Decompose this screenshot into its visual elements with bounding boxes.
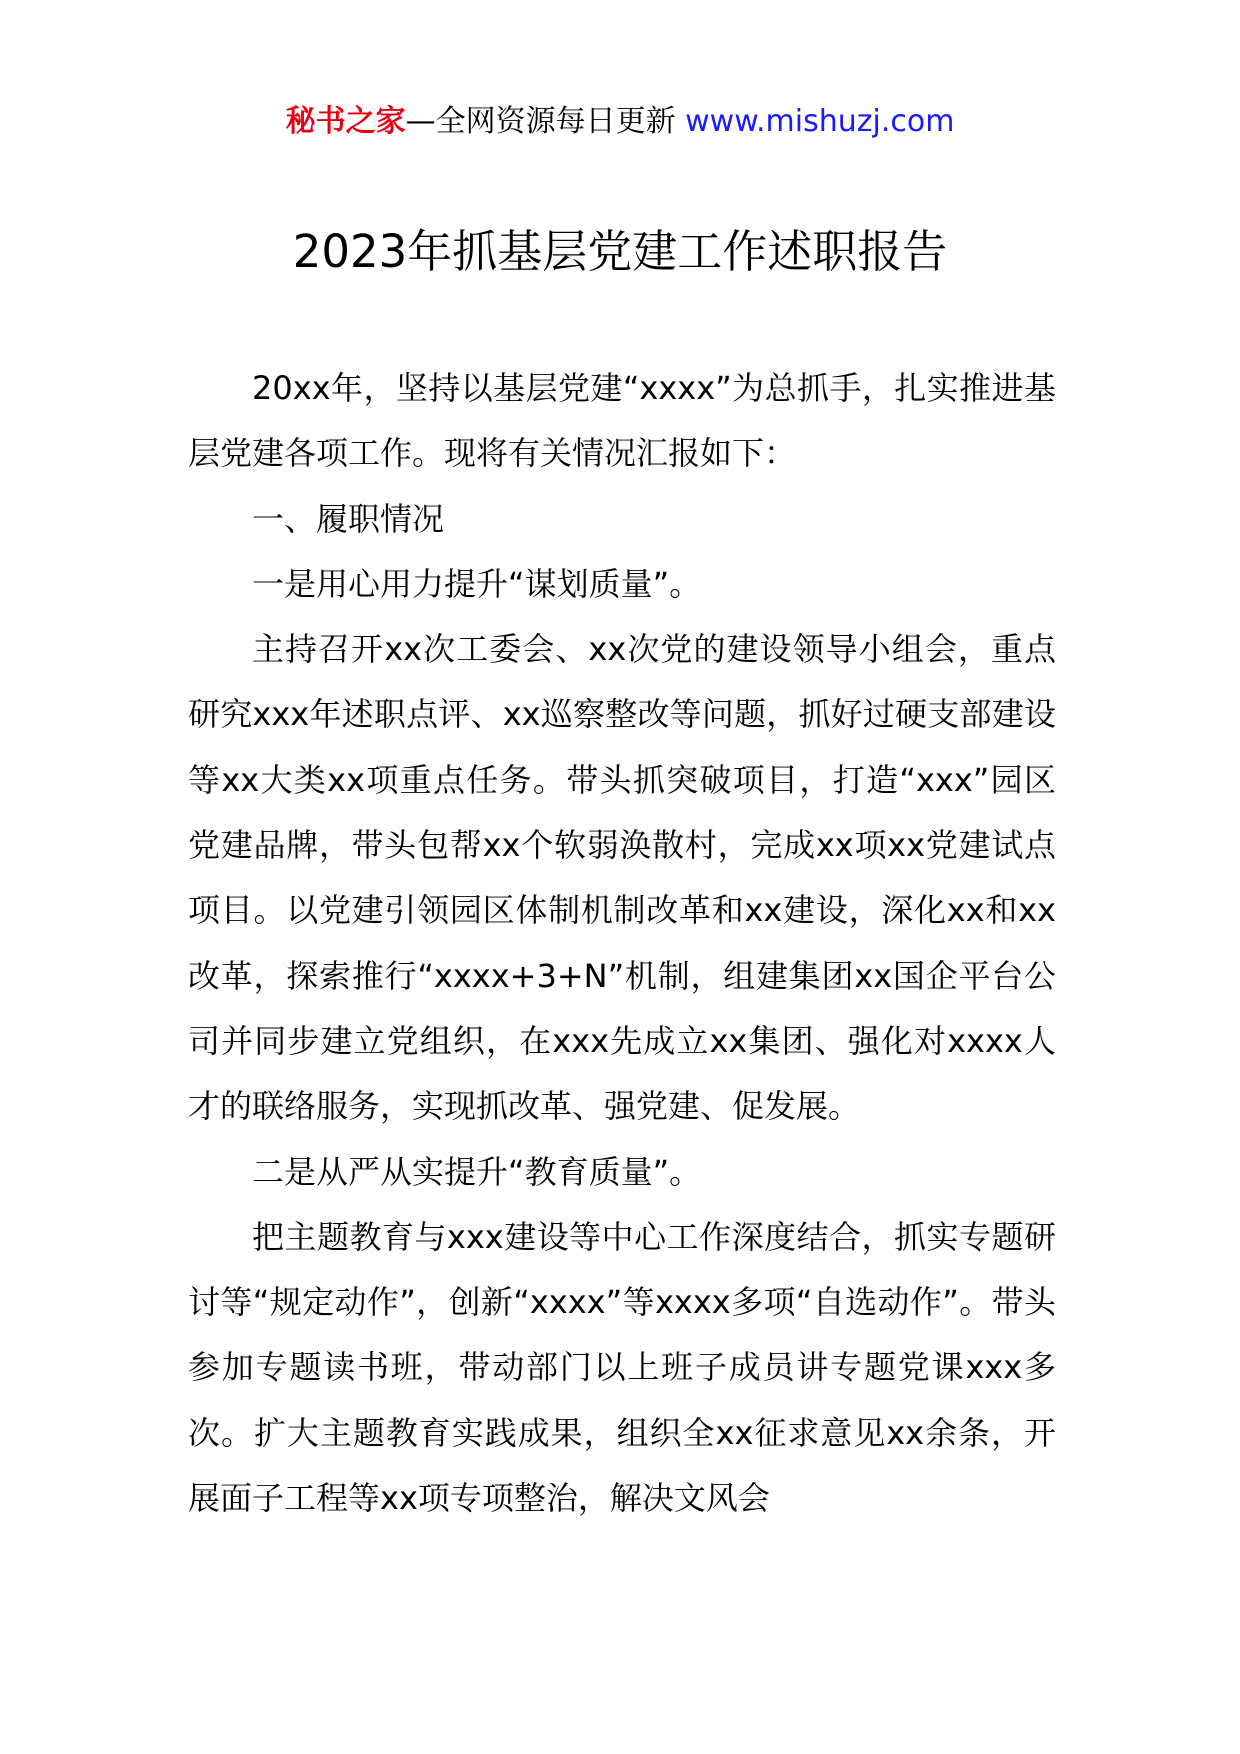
site-header xyxy=(0,100,1240,144)
document-title: 2023年抓基层党建工作述职报告 xyxy=(292,225,948,278)
intro-paragraph: 20xx年，坚持以基层党建“xxxx”为总抓手，扎实推进基层党建各项工作。现将有关情况汇报如下： xyxy=(188,369,1056,473)
header-slogan: —全网资源每日更新 xyxy=(405,104,676,139)
body-paragraph-1: 主持召开xx次工委会、xx次党的建设领导小组会，重点研究xxx年述职点评、xx巡察整改等问题，抓好过硬支部建设等xx大类xx项重点任务。带头抓突破项目，打造“xxx”园区党建品牌，带头包帮xx个软弱涣散村，完成xx项xx党建试点项目。以党建引领园区体制机制改革和xx建设，深化xx和xx改革，探索推行“xxxx+3+N”机制，组建集团xx国企平台公司并同步建立党组织，在xxx先成立xx集团、强化对xxxx人才的联络服务，实现抓改革、强党建、促发展。 xyxy=(188,630,1056,1126)
section-heading: 一、履职情况 xyxy=(252,499,445,538)
body-paragraph-2: 把主题教育与xxx建设等中心工作深度结合，抓实专题研讨等“规定动作”，创新“xxxx”等xxxx多项“自选动作”。带头参加专题读书班，带动部门以上班子成员讲专题党课xxx多次。扩大主题教育实践成果，组织全xx征求意见xx余条，开展面子工程等xx项专项整治，解决文风会 xyxy=(188,1217,1056,1518)
site-url-link[interactable]: www.mishuzj.com xyxy=(685,104,955,139)
brand-name: 秘书之家 xyxy=(285,104,406,139)
document-body xyxy=(188,356,1056,1531)
subheading-1: 一是用心用力提升“谋划质量”。 xyxy=(252,564,702,603)
subheading-2: 二是从严从实提升“教育质量”。 xyxy=(252,1152,702,1191)
